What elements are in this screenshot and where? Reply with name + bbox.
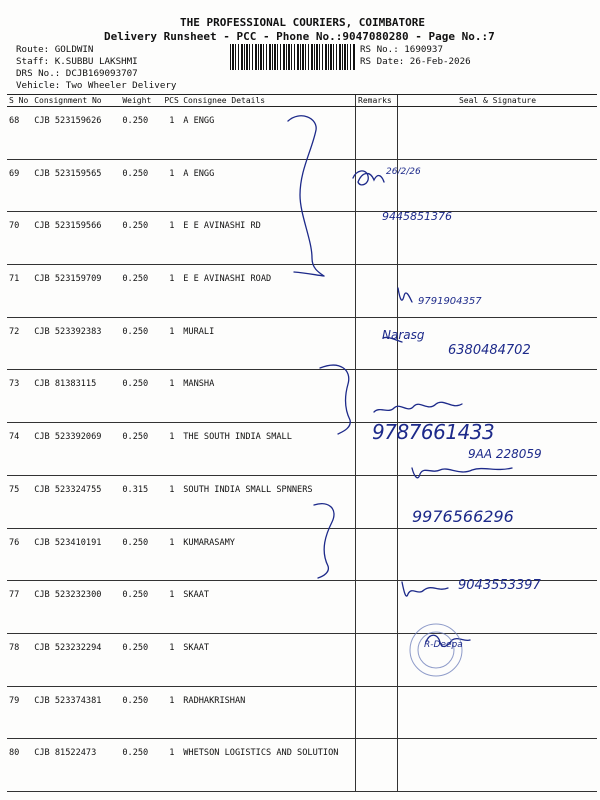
table-header-row	[7, 95, 597, 107]
col-header-consignment: Consignment No	[32, 95, 120, 107]
cell-weight: 0.250	[120, 528, 162, 581]
cell-sno: 74	[7, 423, 32, 476]
sig-phone: 9043553397	[458, 578, 541, 593]
cell-remarks	[356, 633, 398, 686]
cell-remarks	[356, 475, 398, 528]
cell-remarks	[356, 528, 398, 581]
cell-remarks	[356, 686, 398, 739]
cell-sno: 69	[7, 159, 32, 212]
cell-remarks	[356, 581, 398, 634]
cell-pcs: 1	[162, 212, 181, 265]
cell-pcs: 1	[162, 739, 181, 792]
cell-consignment-no: CJB 523410191	[32, 528, 120, 581]
cell-pcs: 1	[162, 370, 181, 423]
cell-signature	[397, 370, 597, 423]
cell-consignee: MANSHA	[181, 370, 355, 423]
cell-consignment-no: CJB 523159565	[32, 159, 120, 212]
cell-weight: 0.250	[120, 212, 162, 265]
cell-consignee: MURALI	[181, 317, 355, 370]
cell-pcs: 1	[162, 633, 181, 686]
cell-weight: 0.250	[120, 107, 162, 160]
table-row	[7, 686, 597, 739]
cell-consignment-no: CJB 523392069	[32, 423, 120, 476]
cell-remarks	[356, 370, 398, 423]
cell-remarks	[356, 317, 398, 370]
cell-sno: 71	[7, 265, 32, 318]
cell-consignee: A ENGG	[181, 159, 355, 212]
cell-consignee: SKAAT	[181, 581, 355, 634]
staff-label: Staff: K.SUBBU LAKSHMI	[16, 56, 138, 67]
cell-weight: 0.250	[120, 370, 162, 423]
cell-sno: 68	[7, 107, 32, 160]
sig-phone: 9445851376	[382, 210, 452, 223]
cell-pcs: 1	[162, 423, 181, 476]
cell-consignment-no: CJB 523159709	[32, 265, 120, 318]
cell-sno: 73	[7, 370, 32, 423]
cell-sno: 72	[7, 317, 32, 370]
col-header-signature: Seal & Signature	[397, 95, 597, 107]
cell-consignment-no: CJB 523159566	[32, 212, 120, 265]
cell-consignee: SKAAT	[181, 633, 355, 686]
table-row	[7, 633, 597, 686]
cell-remarks	[356, 265, 398, 318]
col-header-remarks: Remarks	[356, 95, 398, 107]
cell-pcs: 1	[162, 159, 181, 212]
cell-weight: 0.250	[120, 423, 162, 476]
route-label: Route: GOLDWIN	[16, 44, 94, 55]
cell-consignee: SOUTH INDIA SMALL SPNNERS	[181, 475, 355, 528]
cell-signature	[397, 739, 597, 792]
cell-signature	[397, 265, 597, 318]
cell-signature	[397, 528, 597, 581]
col-header-sno: S No	[7, 95, 32, 107]
cell-consignment-no: CJB 81383115	[32, 370, 120, 423]
cell-sno: 78	[7, 633, 32, 686]
col-header-pcs: PCS	[162, 95, 181, 107]
cell-consignment-no: CJB 523232294	[32, 633, 120, 686]
sig-code: 9AA 228059	[468, 447, 542, 461]
cell-weight: 0.250	[120, 739, 162, 792]
rs-date: RS Date: 26-Feb-2026	[360, 56, 471, 67]
sig-phone: 9791904357	[418, 296, 482, 307]
cell-consignee: THE SOUTH INDIA SMALL	[181, 423, 355, 476]
runsheet-subtitle: Delivery Runsheet - PCC - Phone No.:9047080280 - Page No.:7	[104, 30, 495, 43]
table-row	[7, 159, 597, 212]
cell-consignment-no: CJB 523159626	[32, 107, 120, 160]
table-row	[7, 370, 597, 423]
cell-consignee: E E AVINASHI RD	[181, 212, 355, 265]
cell-signature	[397, 686, 597, 739]
drs-label: DRS No.: DCJB169093707	[16, 68, 138, 79]
cell-weight: 0.250	[120, 159, 162, 212]
runsheet-table	[7, 94, 597, 792]
cell-pcs: 1	[162, 265, 181, 318]
cell-weight: 0.315	[120, 475, 162, 528]
cell-pcs: 1	[162, 475, 181, 528]
cell-pcs: 1	[162, 317, 181, 370]
cell-pcs: 1	[162, 528, 181, 581]
table-row	[7, 739, 597, 792]
cell-consignment-no: CJB 523392383	[32, 317, 120, 370]
sig-phone: 9976566296	[412, 507, 514, 526]
cell-sno: 75	[7, 475, 32, 528]
cell-consignee: A ENGG	[181, 107, 355, 160]
cell-remarks	[356, 107, 398, 160]
cell-sno: 76	[7, 528, 32, 581]
rs-number: RS No.: 1690937	[360, 44, 443, 55]
cell-signature	[397, 107, 597, 160]
cell-sno: 80	[7, 739, 32, 792]
table-row	[7, 107, 597, 160]
cell-consignment-no: CJB 523232300	[32, 581, 120, 634]
cell-weight: 0.250	[120, 633, 162, 686]
cell-pcs: 1	[162, 686, 181, 739]
cell-weight: 0.250	[120, 581, 162, 634]
cell-consignee: WHETSON LOGISTICS AND SOLUTION	[181, 739, 355, 792]
cell-signature	[397, 159, 597, 212]
col-header-consignee: Consignee Details	[181, 95, 355, 107]
sig-name: R-Deepa	[424, 640, 463, 650]
cell-consignment-no: CJB 81522473	[32, 739, 120, 792]
cell-consignment-no: CJB 523324755	[32, 475, 120, 528]
cell-pcs: 1	[162, 581, 181, 634]
cell-consignee: KUMARASAMY	[181, 528, 355, 581]
cell-remarks	[356, 739, 398, 792]
vehicle-label: Vehicle: Two Wheeler Delivery	[16, 80, 177, 91]
table-row	[7, 212, 597, 265]
barcode	[230, 44, 356, 70]
company-name: THE PROFESSIONAL COURIERS, COIMBATORE	[180, 16, 426, 29]
cell-pcs: 1	[162, 107, 181, 160]
cell-consignment-no: CJB 523374381	[32, 686, 120, 739]
sig-phone: 9787661433	[372, 420, 495, 444]
cell-weight: 0.250	[120, 686, 162, 739]
sig-phone: 6380484702	[448, 343, 531, 358]
cell-weight: 0.250	[120, 317, 162, 370]
cell-sno: 79	[7, 686, 32, 739]
sig-name: Narasg	[382, 328, 425, 342]
cell-sno: 77	[7, 581, 32, 634]
table-row	[7, 265, 597, 318]
col-header-weight: Weight	[120, 95, 162, 107]
table-row	[7, 528, 597, 581]
cell-weight: 0.250	[120, 265, 162, 318]
cell-consignee: RADHAKRISHAN	[181, 686, 355, 739]
cell-sno: 70	[7, 212, 32, 265]
cell-consignee: E E AVINASHI ROAD	[181, 265, 355, 318]
sig-date: 26/2/26	[386, 167, 421, 177]
